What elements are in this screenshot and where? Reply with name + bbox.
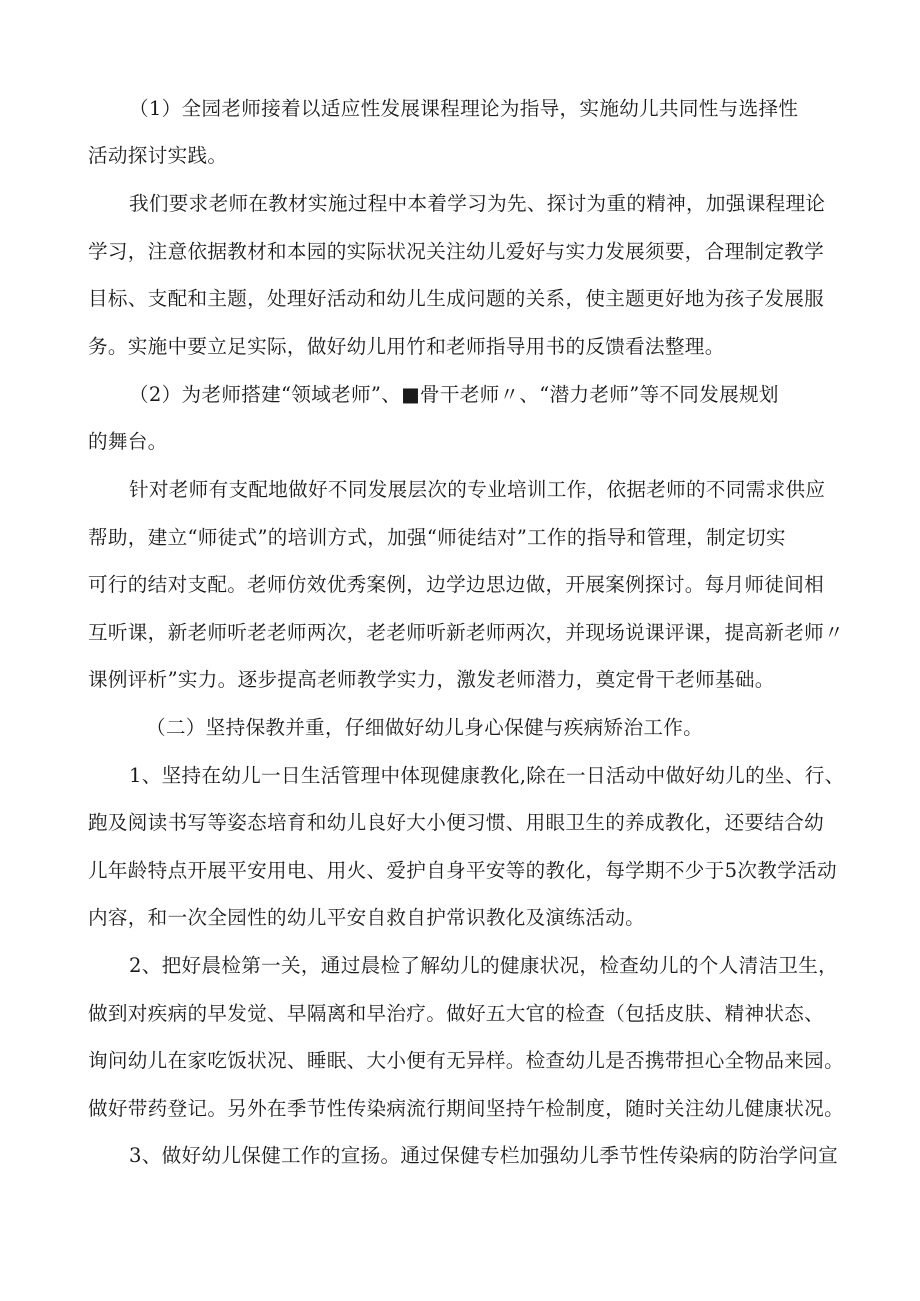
text-line: 2、把好晨检第一关，通过晨检了解幼儿的健康状况，检查幼儿的个人清洁卫生， [129,954,839,977]
text-line: 1、坚持在幼儿一日生活管理中体现健康教化,除在一日活动中做好幼儿的坐、行、 [129,764,845,787]
text-line: 儿年龄特点开展平安用电、用火、爱护自身平安等的教化，每学期不少于5次教学活动 [88,859,837,882]
text-line: 可行的结对支配。老师仿效优秀案例，边学边思边做，开展案例探讨。每月师徒间相 [88,573,825,596]
text-line: 务。实施中要立足实际，做好幼儿用竹和老师指导用书的反馈看法整理。 [88,335,725,358]
text-line: （1）全园老师接着以适应性发展课程理论为指导，实施幼儿共同性与选择性 [129,97,799,120]
text-line: 活动探讨实践。 [88,144,228,167]
text-line: 互听课，新老师听老老师两次，老老师听新老师两次，并现场说课评课，提高新老师〃 [88,621,844,644]
text-line: 针对老师有支配地做好不同发展层次的专业培训工作，依据老师的不同需求供应 [129,478,826,501]
text-line: 我们要求老师在教材实施过程中本着学习为先、探讨为重的精神，加强课程理论 [129,192,826,215]
text-line: 3、做好幼儿保健工作的宣扬。通过保健专栏加强幼儿季节性传染病的防治学问宣 [129,1144,839,1167]
text-line: 做到对疾病的早发觉、早隔离和早治疗。做好五大官的检查（包括皮肤、精神状态、 [88,1002,825,1025]
text-line: 做好带药登记。另外在季节性传染病流行期间坚持午检制度，随时关注幼儿健康状况。 [88,1097,844,1120]
text-line: 帮助，建立“师徒式”的培训方式，加强“师徒结对”工作的指导和管理，制定切实 [88,526,786,549]
text-line: 课例评析”实力。逐步提高老师教学实力，激发老师潜力，奠定骨干老师基础。 [88,668,775,691]
text-line: 内容，和一次全园性的幼儿平安自救自护常识教化及演练活动。 [88,906,646,929]
text-line: 的舞台。 [88,430,168,453]
text-line: 询问幼儿在家吃饭状况、睡眠、大小便有无异样。检查幼儿是否携带担心全物品来园。 [88,1049,844,1072]
text-line: 跑及阅读书写等姿态培育和幼儿良好大小便习惯、用眼卫生的养成教化，还要结合幼 [88,811,825,834]
text-line: 学习，注意依据教材和本园的实际状况关注幼儿爱好与实力发展须要，合理制定教学 [88,240,825,263]
section-heading: （二）坚持保教并重，仔细做好幼儿身心保健与疾病矫治工作。 [146,716,704,739]
text-line: 目标、支配和主题，处理好活动和幼儿生成问题的关系，使主题更好地为孩子发展服 [88,287,825,310]
text-line: （2）为老师搭建“领域老师”、■骨干老师〃、“潜力老师”等不同发展规划 [129,383,779,406]
